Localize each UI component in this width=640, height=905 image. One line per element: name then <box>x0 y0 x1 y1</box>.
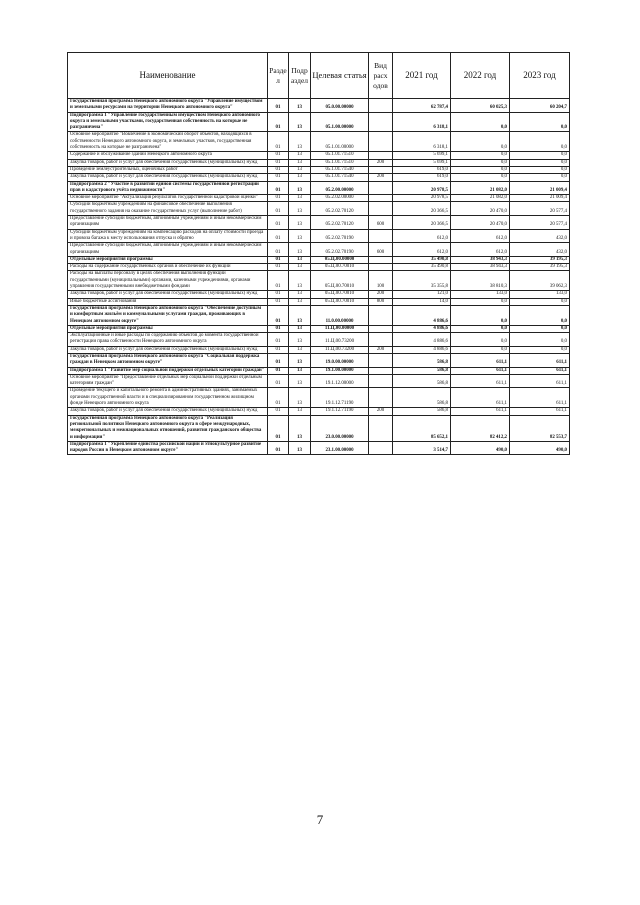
cell-vid <box>369 181 393 195</box>
cell-2021: 4 886,6 <box>393 325 451 332</box>
cell-podrazdel: 13 <box>289 346 311 353</box>
cell-name: Государственная программа Ненецкого автономного округа "Управление имуществом и земельными ресурсами на территории Ненецкого автономного округа" <box>68 99 268 113</box>
cell-vid <box>369 353 393 367</box>
cell-2022: 0,0 <box>451 159 510 166</box>
cell-2023: 0,0 <box>510 159 570 166</box>
cell-2022: 133,0 <box>451 291 510 298</box>
cell-2022: 20 470,0 <box>451 202 510 216</box>
column-header-razdel: Разде л <box>268 53 289 99</box>
cell-vid <box>369 388 393 408</box>
cell-statya: 05.Ц.00.70010 <box>311 271 369 291</box>
cell-podrazdel: 13 <box>289 408 311 415</box>
cell-vid: 200 <box>369 346 393 353</box>
table-row <box>68 202 570 216</box>
cell-statya: 05.0.00.00000 <box>311 99 369 113</box>
table-body <box>68 99 570 455</box>
cell-podrazdel: 13 <box>289 243 311 257</box>
cell-name: Расходы на выплаты персоналу в целях обеспечения выполнения функций государственными (муниципальными) органами, казенными учреждениями, органами управления государственными внебюджетными фондами <box>68 271 268 291</box>
cell-statya: 23.1.00.00000 <box>311 441 369 455</box>
cell-vid <box>369 229 393 243</box>
table-row <box>68 441 570 455</box>
cell-statya: 05.1.00.00000 <box>311 112 369 132</box>
cell-2021: 612,0 <box>393 229 451 243</box>
table-row <box>68 159 570 166</box>
cell-2023: 21 009,4 <box>510 181 570 195</box>
table-row <box>68 291 570 298</box>
cell-name: Эксплуатационные и иные расходы по содержанию объектов до момента государственной регистрации права собственности Ненецкого автономного округа <box>68 333 268 347</box>
table-row <box>68 325 570 332</box>
cell-2021: 619,0 <box>393 166 451 173</box>
cell-2023: 611,1 <box>510 353 570 367</box>
cell-2021: 6 318,1 <box>393 112 451 132</box>
cell-2023: 0,0 <box>510 333 570 347</box>
cell-podrazdel: 13 <box>289 132 311 152</box>
cell-name: Проведение землеустроительных, оценочных работ <box>68 166 268 173</box>
cell-2021: 20 978,5 <box>393 181 451 195</box>
column-header-2023: 2023 год <box>510 53 570 99</box>
cell-2021: 20 978,5 <box>393 195 451 202</box>
cell-2022: 611,1 <box>451 408 510 415</box>
cell-2022: 0,0 <box>451 112 510 132</box>
table-row <box>68 181 570 195</box>
cell-podrazdel: 13 <box>289 202 311 216</box>
cell-2023: 611,1 <box>510 367 570 374</box>
cell-name: Содержание и обслуживание зданий Ненецкого автономного округа <box>68 152 268 159</box>
cell-razdel: 01 <box>268 99 289 113</box>
cell-name: Предоставление субсидий бюджетным, автономным учреждениям и иным некоммерческим организациям <box>68 216 268 230</box>
cell-2022: 60 025,3 <box>451 99 510 113</box>
cell-name: Расходы на содержание государственных органов и обеспечение их функций <box>68 264 268 271</box>
cell-razdel: 01 <box>268 388 289 408</box>
cell-2022: 0,0 <box>451 166 510 173</box>
cell-statya: 19.1.12.00000 <box>311 374 369 388</box>
cell-statya: 05.2.02.70120 <box>311 202 369 216</box>
cell-vid <box>369 99 393 113</box>
cell-razdel: 01 <box>268 229 289 243</box>
cell-statya: 05.2.02.70190 <box>311 243 369 257</box>
cell-2023: 39 062,3 <box>510 271 570 291</box>
cell-2021: 5 699,1 <box>393 152 451 159</box>
cell-podrazdel: 13 <box>289 441 311 455</box>
cell-statya: 05.2.00.00000 <box>311 181 369 195</box>
cell-razdel: 01 <box>268 353 289 367</box>
cell-2023: 20 577,4 <box>510 202 570 216</box>
cell-2022: 611,1 <box>451 388 510 408</box>
cell-statya: 05.Ц.00.00000 <box>311 256 369 263</box>
cell-statya: 11.Ц.00.73200 <box>311 346 369 353</box>
cell-2023: 0,0 <box>510 325 570 332</box>
cell-2022: 611,1 <box>451 374 510 388</box>
cell-statya: 05.1.01.71540 <box>311 174 369 181</box>
cell-razdel: 01 <box>268 159 289 166</box>
cell-podrazdel: 13 <box>289 174 311 181</box>
cell-name: Субсидии бюджетным учреждениям на финансовое обеспечение выполнения государственного задания на оказание государственных услуг (выполнение работ) <box>68 202 268 216</box>
cell-vid: 200 <box>369 159 393 166</box>
cell-2022: 0,0 <box>451 174 510 181</box>
cell-podrazdel: 13 <box>289 159 311 166</box>
cell-vid: 200 <box>369 174 393 181</box>
cell-name: Отдельные мероприятия программы <box>68 325 268 332</box>
cell-2022: 0,0 <box>451 333 510 347</box>
cell-podrazdel: 13 <box>289 291 311 298</box>
cell-vid <box>369 374 393 388</box>
cell-vid: 100 <box>369 271 393 291</box>
cell-vid <box>369 256 393 263</box>
cell-statya: 11.Ц.00.73200 <box>311 333 369 347</box>
cell-2021: 85 652,1 <box>393 415 451 441</box>
cell-podrazdel: 13 <box>289 181 311 195</box>
cell-name: Подпрограмма 1 "Управление государственным имуществом Ненецкого автономного округа и земельными участками, государственная собственность на которые не разграничена" <box>68 112 268 132</box>
cell-name: Отдельные мероприятия программы <box>68 256 268 263</box>
cell-podrazdel: 13 <box>289 374 311 388</box>
cell-name: Государственная программа Ненецкого автономного округа "Обеспечение доступным и комфортным жильём и коммунальными услугами граждан, проживающих в Ненецком автономном округе" <box>68 305 268 325</box>
cell-2023: 0,0 <box>510 132 570 152</box>
cell-razdel: 01 <box>268 132 289 152</box>
cell-2023: 0,0 <box>510 152 570 159</box>
cell-name: Закупка товаров, работ и услуг для обеспечения государственных (муниципальных) нужд <box>68 408 268 415</box>
cell-razdel: 01 <box>268 298 289 305</box>
cell-podrazdel: 13 <box>289 325 311 332</box>
cell-vid <box>369 325 393 332</box>
cell-statya: 19.0.00.00000 <box>311 353 369 367</box>
cell-2023: 0,0 <box>510 305 570 325</box>
cell-2023: 0,0 <box>510 346 570 353</box>
cell-razdel: 01 <box>268 415 289 441</box>
cell-statya: 05.1.01.71540 <box>311 166 369 173</box>
cell-vid <box>369 305 393 325</box>
cell-2021: 20 366,5 <box>393 202 451 216</box>
cell-2022: 20 470,0 <box>451 216 510 230</box>
cell-statya: 05.2.02.00000 <box>311 195 369 202</box>
cell-vid: 200 <box>369 291 393 298</box>
cell-2021: 586,8 <box>393 388 451 408</box>
cell-podrazdel: 13 <box>289 298 311 305</box>
cell-razdel: 01 <box>268 216 289 230</box>
cell-podrazdel: 13 <box>289 305 311 325</box>
cell-statya: 23.0.00.00000 <box>311 415 369 441</box>
table-row <box>68 243 570 257</box>
cell-2021: 35 490,8 <box>393 256 451 263</box>
cell-podrazdel: 13 <box>289 271 311 291</box>
cell-vid: 800 <box>369 298 393 305</box>
cell-2022: 82 412,2 <box>451 415 510 441</box>
cell-razdel: 01 <box>268 374 289 388</box>
cell-2023: 611,1 <box>510 388 570 408</box>
cell-name: Основное мероприятие "Актуализация результатов государственной кадастровой оценки" <box>68 195 268 202</box>
cell-statya: 05.1.01.71510 <box>311 159 369 166</box>
table-row <box>68 367 570 374</box>
cell-2022: 38 943,3 <box>451 264 510 271</box>
cell-name: Субсидии бюджетным учреждениям на компенсацию расходов на оплату стоимости проезда и провоза багажа к месту использования отпуска и обратно <box>68 229 268 243</box>
table-row <box>68 264 570 271</box>
cell-name: Основное мероприятие "Вовлечение в экономический оборот объектов, находящихся в собственности Ненецкого автономного округа, и земельных участков, государственная собственность на которые не разграничена" <box>68 132 268 152</box>
cell-razdel: 01 <box>268 264 289 271</box>
cell-statya: 05.Ц.00.70010 <box>311 291 369 298</box>
cell-2022: 21 082,0 <box>451 195 510 202</box>
cell-statya: 11.0.00.00000 <box>311 305 369 325</box>
cell-2022: 612,0 <box>451 229 510 243</box>
cell-podrazdel: 13 <box>289 216 311 230</box>
cell-statya: 11.Ц.00.00000 <box>311 325 369 332</box>
cell-vid: 600 <box>369 243 393 257</box>
cell-vid <box>369 112 393 132</box>
cell-2023: 611,1 <box>510 374 570 388</box>
cell-2022: 612,0 <box>451 243 510 257</box>
cell-statya: 19.1.00.00000 <box>311 367 369 374</box>
cell-statya: 05.1.01.00000 <box>311 132 369 152</box>
cell-2023: 82 553,7 <box>510 415 570 441</box>
cell-2023: 611,1 <box>510 408 570 415</box>
cell-podrazdel: 13 <box>289 353 311 367</box>
table-row <box>68 374 570 388</box>
cell-vid <box>369 166 393 173</box>
cell-vid <box>369 202 393 216</box>
cell-vid <box>369 367 393 374</box>
cell-name: Предоставление субсидий бюджетным, автономным учреждениям и иным некоммерческим организациям <box>68 243 268 257</box>
cell-2021: 4 886,6 <box>393 333 451 347</box>
column-header-2021: 2021 год <box>393 53 451 99</box>
cell-vid <box>369 415 393 441</box>
table-row <box>68 408 570 415</box>
cell-vid <box>369 441 393 455</box>
cell-statya: 05.2.02.70120 <box>311 216 369 230</box>
cell-razdel: 01 <box>268 346 289 353</box>
cell-name: Подпрограмма 1 "Укрепление единства российской нации и этнокультурное развитие народов России в Ненецком автономном округе" <box>68 441 268 455</box>
cell-razdel: 01 <box>268 367 289 374</box>
cell-2023: 490,0 <box>510 441 570 455</box>
cell-2022: 611,1 <box>451 353 510 367</box>
cell-podrazdel: 13 <box>289 367 311 374</box>
table-row <box>68 298 570 305</box>
budget-table <box>67 52 570 455</box>
cell-2022: 611,1 <box>451 367 510 374</box>
cell-razdel: 01 <box>268 441 289 455</box>
table-header-row <box>68 53 570 99</box>
cell-podrazdel: 13 <box>289 99 311 113</box>
table-row <box>68 271 570 291</box>
table-row <box>68 353 570 367</box>
page-number: 7 <box>316 812 324 827</box>
table-row <box>68 256 570 263</box>
cell-2021: 5 699,1 <box>393 159 451 166</box>
cell-2022: 0,0 <box>451 305 510 325</box>
cell-statya: 05.2.02.70190 <box>311 229 369 243</box>
cell-2021: 619,0 <box>393 174 451 181</box>
cell-vid <box>369 333 393 347</box>
cell-vid <box>369 132 393 152</box>
cell-razdel: 01 <box>268 408 289 415</box>
cell-2021: 20 366,5 <box>393 216 451 230</box>
cell-2021: 35 490,8 <box>393 264 451 271</box>
cell-razdel: 01 <box>268 166 289 173</box>
cell-2022: 0,0 <box>451 325 510 332</box>
table-row <box>68 166 570 173</box>
cell-name: Государственная программа Ненецкого автономного округа "Реализация региональной политики Ненецкого автономного округа в сфере международных, межрегиональных и межнациональных отношений, развития гражданского общества и информации" <box>68 415 268 441</box>
cell-2021: 3 514,7 <box>393 441 451 455</box>
cell-name: Государственная программа Ненецкого автономного округа "Социальная поддержка граждан в Ненецком автономном округе" <box>68 353 268 367</box>
cell-2022: 0,0 <box>451 346 510 353</box>
table-row <box>68 99 570 113</box>
cell-podrazdel: 13 <box>289 195 311 202</box>
cell-razdel: 01 <box>268 291 289 298</box>
table-row <box>68 216 570 230</box>
table-row <box>68 333 570 347</box>
cell-2021: 14,0 <box>393 298 451 305</box>
cell-name: Иные бюджетные ассигнования <box>68 298 268 305</box>
column-header-podrazdel: Подр аздел <box>289 53 311 99</box>
cell-razdel: 01 <box>268 152 289 159</box>
cell-razdel: 01 <box>268 243 289 257</box>
cell-name: Основное мероприятие "Предоставление отдельных мер социальной поддержки отдельным категориям граждан" <box>68 374 268 388</box>
cell-razdel: 01 <box>268 256 289 263</box>
cell-2022: 490,0 <box>451 441 510 455</box>
cell-2022: 38 943,3 <box>451 256 510 263</box>
cell-razdel: 01 <box>268 305 289 325</box>
cell-2021: 62 787,4 <box>393 99 451 113</box>
cell-2023: 39 195,3 <box>510 256 570 263</box>
cell-2022: 0,0 <box>451 152 510 159</box>
cell-2021: 612,0 <box>393 243 451 257</box>
cell-razdel: 01 <box>268 325 289 332</box>
cell-name: Подпрограмма 2 "Участие в развитии единой системы государственной регистрации прав и кадастрового учёта недвижимости" <box>68 181 268 195</box>
table-row <box>68 195 570 202</box>
cell-2022: 0,0 <box>451 132 510 152</box>
column-header-statya: Целевая статья <box>311 53 369 99</box>
table-row <box>68 305 570 325</box>
cell-podrazdel: 13 <box>289 256 311 263</box>
cell-name: Подпрограмма 1 "Развитие мер социальной поддержки отдельных категорий граждан" <box>68 367 268 374</box>
cell-2023: 0,0 <box>510 166 570 173</box>
cell-podrazdel: 13 <box>289 112 311 132</box>
cell-podrazdel: 13 <box>289 333 311 347</box>
cell-vid: 600 <box>369 216 393 230</box>
cell-2023: 0,0 <box>510 112 570 132</box>
table-row <box>68 388 570 408</box>
cell-statya: 05.Ц.00.70010 <box>311 264 369 271</box>
table-row <box>68 152 570 159</box>
cell-razdel: 01 <box>268 271 289 291</box>
cell-2021: 6 318,1 <box>393 132 451 152</box>
cell-2023: 20 577,4 <box>510 216 570 230</box>
cell-2021: 586,8 <box>393 374 451 388</box>
cell-2023: 0,0 <box>510 174 570 181</box>
cell-2021: 586,8 <box>393 367 451 374</box>
cell-podrazdel: 13 <box>289 152 311 159</box>
cell-podrazdel: 13 <box>289 415 311 441</box>
cell-2023: 432,0 <box>510 243 570 257</box>
cell-podrazdel: 13 <box>289 388 311 408</box>
table-row <box>68 346 570 353</box>
cell-2022: 21 082,0 <box>451 181 510 195</box>
cell-razdel: 01 <box>268 174 289 181</box>
cell-razdel: 01 <box>268 181 289 195</box>
cell-podrazdel: 13 <box>289 229 311 243</box>
cell-2023: 21 009,4 <box>510 195 570 202</box>
cell-vid <box>369 195 393 202</box>
cell-2023: 0,0 <box>510 298 570 305</box>
cell-2021: 586,8 <box>393 353 451 367</box>
table-row <box>68 415 570 441</box>
cell-2021: 4 886,6 <box>393 305 451 325</box>
cell-name: Закупка товаров, работ и услуг для обеспечения государственных (муниципальных) нужд <box>68 159 268 166</box>
cell-2022: 38 810,3 <box>451 271 510 291</box>
cell-2023: 39 195,3 <box>510 264 570 271</box>
cell-name: Закупка товаров, работ и услуг для обеспечения государственных (муниципальных) нужд <box>68 346 268 353</box>
table-row <box>68 174 570 181</box>
cell-name: Проведение текущего и капитального ремонта в административных зданиях, занимаемых органами государственной власти и в специализированном государственном жилищном фонде Ненецкого автономного округа <box>68 388 268 408</box>
cell-2023: 133,0 <box>510 291 570 298</box>
cell-2021: 4 886,6 <box>393 346 451 353</box>
cell-2021: 121,0 <box>393 291 451 298</box>
column-header-vid: Вид расх одов <box>369 53 393 99</box>
cell-statya: 05.1.01.71510 <box>311 152 369 159</box>
table-row <box>68 132 570 152</box>
cell-razdel: 01 <box>268 202 289 216</box>
table-row <box>68 229 570 243</box>
table-row <box>68 112 570 132</box>
cell-podrazdel: 13 <box>289 264 311 271</box>
column-header-2022: 2022 год <box>451 53 510 99</box>
column-header-name: Наименование <box>68 53 268 99</box>
cell-vid <box>369 152 393 159</box>
cell-2023: 60 204,7 <box>510 99 570 113</box>
cell-2021: 586,8 <box>393 408 451 415</box>
cell-statya: 19.1.12.71190 <box>311 408 369 415</box>
cell-vid: 200 <box>369 408 393 415</box>
cell-razdel: 01 <box>268 333 289 347</box>
cell-name: Закупка товаров, работ и услуг для обеспечения государственных (муниципальных) нужд <box>68 174 268 181</box>
cell-razdel: 01 <box>268 195 289 202</box>
cell-2023: 432,0 <box>510 229 570 243</box>
cell-2021: 35 355,8 <box>393 271 451 291</box>
cell-2022: 0,0 <box>451 298 510 305</box>
cell-name: Закупка товаров, работ и услуг для обеспечения государственных (муниципальных) нужд <box>68 291 268 298</box>
cell-vid <box>369 264 393 271</box>
cell-razdel: 01 <box>268 112 289 132</box>
cell-podrazdel: 13 <box>289 166 311 173</box>
cell-statya: 05.Ц.00.70010 <box>311 298 369 305</box>
cell-statya: 19.1.12.71190 <box>311 388 369 408</box>
